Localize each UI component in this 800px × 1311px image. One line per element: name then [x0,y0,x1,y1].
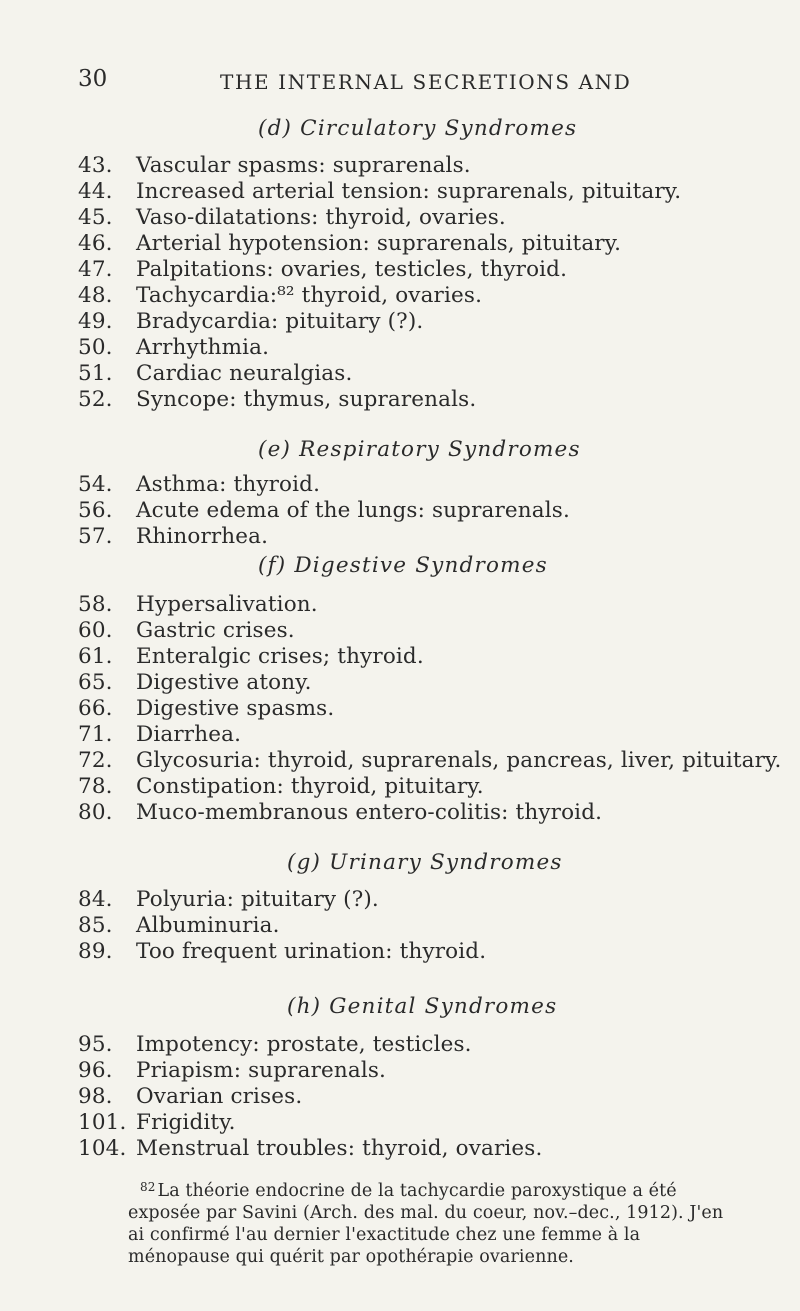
list-item [78,524,268,550]
entry-number: 48. [78,283,113,308]
entry-number: 44. [78,179,113,204]
entry-text: Digestive spasms. [136,696,335,721]
entry-text: Hypersalivation. [136,592,318,617]
entry-text: Frigidity. [136,1110,236,1135]
entry-number: 51. [78,361,113,386]
entry-text: Vascular spasms: suprarenals. [136,153,471,178]
list-item [78,472,320,498]
entry-number: 52. [78,387,113,412]
entry-number: 85. [78,913,113,938]
entry-text: Priapism: suprarenals. [136,1058,387,1083]
entry-number: 56. [78,498,113,523]
list-item [78,618,295,644]
entry-text: Albuminuria. [136,913,280,938]
section-heading-urinary: (g) Urinary Syndromes [287,850,563,875]
entry-number: 98. [78,1084,113,1109]
entry-number: 49. [78,309,113,334]
footnote [128,1176,728,1268]
section-heading-genital: (h) Genital Syndromes [287,994,558,1019]
entry-text: Glycosuria: thyroid, suprarenals, pancreas, liver, pituitary. [136,748,782,773]
entry-text: Acute edema of the lungs: suprarenals. [136,498,570,523]
entry-number: 89. [78,939,113,964]
entry-text: Asthma: thyroid. [136,472,321,497]
entry-number: 66. [78,696,113,721]
entry-text: Too frequent urination: thyroid. [136,939,487,964]
entry-number: 104. [78,1136,127,1161]
entry-text: Syncope: thymus, suprarenals. [136,387,477,412]
list-item [78,257,567,283]
list-item [78,153,471,179]
entry-text: Bradycardia: pituitary (?). [136,309,424,334]
list-item [78,644,424,670]
running-title: THE INTERNAL SECRETIONS AND [220,70,632,94]
list-item [78,774,484,800]
entry-number: 60. [78,618,113,643]
list-item [78,335,269,361]
entry-number: 45. [78,205,113,230]
list-item [78,592,318,618]
entry-number: 58. [78,592,113,617]
section-heading-circulatory: (d) Circulatory Syndromes [258,116,578,141]
entry-text: Impotency: prostate, testicles. [136,1032,472,1057]
list-item [78,722,241,748]
list-item [78,179,681,205]
entry-number: 47. [78,257,113,282]
list-item [78,1032,472,1058]
entry-number: 61. [78,644,113,669]
entry-text: Ovarian crises. [136,1084,303,1109]
list-item [78,670,312,696]
entry-text: Tachycardia:⁸² thyroid, ovaries. [136,283,483,308]
list-item [78,1084,302,1110]
running-head [78,66,738,96]
entry-text: Enteralgic crises; thyroid. [136,644,424,669]
list-item [78,939,486,965]
list-item [78,748,781,774]
list-item [78,1136,542,1162]
entry-text: Constipation: thyroid, pituitary. [136,774,484,799]
list-item [78,1110,236,1136]
list-item [78,800,602,826]
entry-text: Digestive atony. [136,670,312,695]
entry-number: 84. [78,887,113,912]
list-item [78,283,482,309]
footnote-marker: 82 [140,1180,156,1194]
entry-number: 78. [78,774,113,799]
entry-number: 101. [78,1110,127,1135]
list-item [78,696,334,722]
page-number: 30 [78,66,108,92]
entry-text: Vaso-dilatations: thyroid, ovaries. [136,205,506,230]
entry-number: 72. [78,748,113,773]
entry-number: 80. [78,800,113,825]
entry-text: Menstrual troubles: thyroid, ovaries. [136,1136,543,1161]
entry-text: Muco-membranous entero-colitis: thyroid. [136,800,603,825]
list-item [78,309,423,335]
entry-text: Arrhythmia. [136,335,270,360]
entry-text: Polyuria: pituitary (?). [136,887,379,912]
entry-number: 65. [78,670,113,695]
section-heading-digestive: (f) Digestive Syndromes [258,553,548,578]
entry-text: Arterial hypotension: suprarenals, pituitary. [136,231,622,256]
list-item [78,1058,386,1084]
section-heading-respiratory: (e) Respiratory Syndromes [258,437,581,462]
entry-number: 50. [78,335,113,360]
list-item [78,205,506,231]
list-item [78,887,379,913]
list-item [78,913,280,939]
entry-text: Gastric crises. [136,618,295,643]
entry-text: Diarrhea. [136,722,242,747]
entry-number: 96. [78,1058,113,1083]
footnote-text: La théorie endocrine de la tachycardie paroxystique a été exposée par Savini (Arch. des mal. du coeur, nov.–dec., 1912). J'en ai confirmé l'au dernier l'exactitude chez une femme à la ménopause qui quérit par opothérapie ovarienne. [128,1181,724,1267]
list-item [78,231,621,257]
entry-number: 43. [78,153,113,178]
entry-number: 95. [78,1032,113,1057]
entry-number: 46. [78,231,113,256]
entry-text: Palpitations: ovaries, testicles, thyroid. [136,257,568,282]
entry-number: 71. [78,722,113,747]
entry-text: Cardiac neuralgias. [136,361,353,386]
list-item [78,387,476,413]
entry-number: 57. [78,524,113,549]
list-item [78,498,570,524]
list-item [78,361,352,387]
entry-text: Rhinorrhea. [136,524,269,549]
entry-text: Increased arterial tension: suprarenals, pituitary. [136,179,682,204]
entry-number: 54. [78,472,113,497]
